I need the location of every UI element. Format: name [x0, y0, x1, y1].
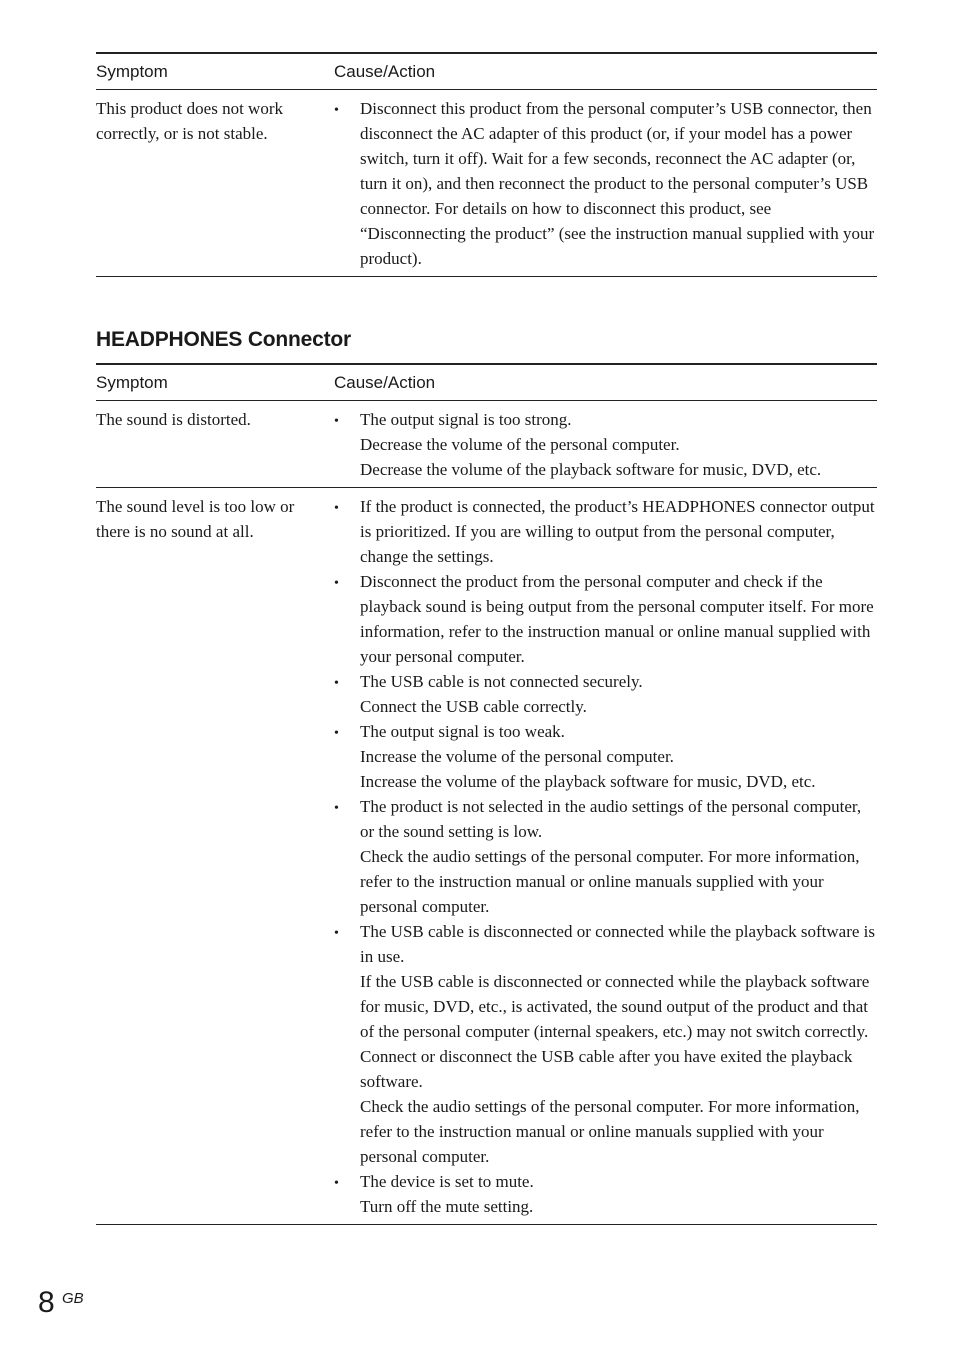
list-item [334, 669, 877, 719]
item-text: If the product is connected, the product’s HEADPHONES connector output is prioritized. If you are willing to output from the personal computer, change the settings. [360, 497, 875, 566]
bullet-icon [334, 494, 360, 569]
bullet-icon [334, 407, 360, 482]
cause-action-cell [334, 407, 877, 482]
cause-action-cell [334, 96, 877, 271]
symptom-column-header: Symptom [96, 372, 168, 392]
item-text: Disconnect the product from the personal computer and check if the playback sound is being output from the personal computer itself. For more information, refer to the instruction manual or online manual supplied with your personal computer. [360, 572, 874, 666]
item-text: The USB cable is not connected securely. [360, 672, 643, 691]
item-text: Check the audio settings of the personal computer. For more information, refer to the instruction manual or online manuals supplied with your personal computer. [360, 1097, 860, 1166]
page-number: 8 [38, 1286, 55, 1319]
cause-action-column-header: Cause/Action [334, 372, 436, 392]
list-item [334, 494, 877, 569]
symptom-cell: This product does not work correctly, or is not stable. [96, 99, 283, 143]
troubleshooting-table-general [96, 52, 877, 277]
item-text: Check the audio settings of the personal computer. For more information, refer to the instruction manual or online manuals supplied with your personal computer. [360, 847, 860, 916]
list-item [334, 1169, 877, 1219]
list-item [334, 919, 877, 1169]
bullet-icon [334, 719, 360, 794]
item-text: The device is set to mute. [360, 1172, 534, 1191]
item-text: Increase the volume of the playback software for music, DVD, etc. [360, 772, 816, 791]
table-row [96, 401, 877, 488]
table-row [96, 488, 877, 1225]
bullet-icon [334, 96, 360, 271]
troubleshooting-table-headphones [96, 363, 877, 1225]
cause-action-column-header: Cause/Action [334, 61, 436, 81]
symptom-cell: The sound is distorted. [96, 410, 251, 429]
symptom-column-header: Symptom [96, 61, 168, 81]
cause-action-cell [334, 494, 877, 1219]
item-text: Disconnect this product from the personal computer’s USB connector, then disconnect the AC adapter of this product (or, if your model has a power switch, turn it off). Wait for a few seconds, reconnect the AC adapter (or, turn it on), and then reconnect the product to the personal computer’s USB connector. For details on how to disconnect this product, see “Disconnecting the product” (see the instruction manual supplied with your product). [360, 99, 875, 268]
section-heading: HEADPHONES Connector [96, 328, 352, 351]
item-text: If the USB cable is disconnected or connected while the playback software for music, DVD, etc., is activated, the sound output of the product and that of the personal computer (internal speakers, etc.) may not switch correctly. Connect or disconnect the USB cable after you have exited the playback software. [360, 972, 870, 1091]
table-row [96, 90, 877, 277]
item-text: The USB cable is disconnected or connected while the playback software is in use. [360, 922, 876, 966]
list-item [334, 719, 877, 794]
item-text: Connect the USB cable correctly. [360, 697, 587, 716]
item-text: Increase the volume of the personal computer. [360, 747, 674, 766]
table-header [96, 363, 877, 401]
item-text: The output signal is too strong. [360, 410, 572, 429]
symptom-cell: The sound level is too low or there is no sound at all. [96, 497, 295, 541]
table-header [96, 52, 877, 90]
list-item [334, 794, 877, 919]
item-text: The product is not selected in the audio settings of the personal computer, or the sound setting is low. [360, 797, 862, 841]
item-text: Decrease the volume of the personal computer. [360, 435, 680, 454]
page-region-suffix: GB [62, 1290, 84, 1307]
bullet-icon [334, 794, 360, 919]
list-item [334, 96, 877, 271]
bullet-icon [334, 569, 360, 669]
item-text: Decrease the volume of the playback software for music, DVD, etc. [360, 460, 822, 479]
list-item [334, 407, 877, 482]
item-text: Turn off the mute setting. [360, 1197, 534, 1216]
item-text: The output signal is too weak. [360, 722, 565, 741]
bullet-icon [334, 669, 360, 719]
bullet-icon [334, 1169, 360, 1219]
list-item [334, 569, 877, 669]
bullet-icon [334, 919, 360, 1169]
